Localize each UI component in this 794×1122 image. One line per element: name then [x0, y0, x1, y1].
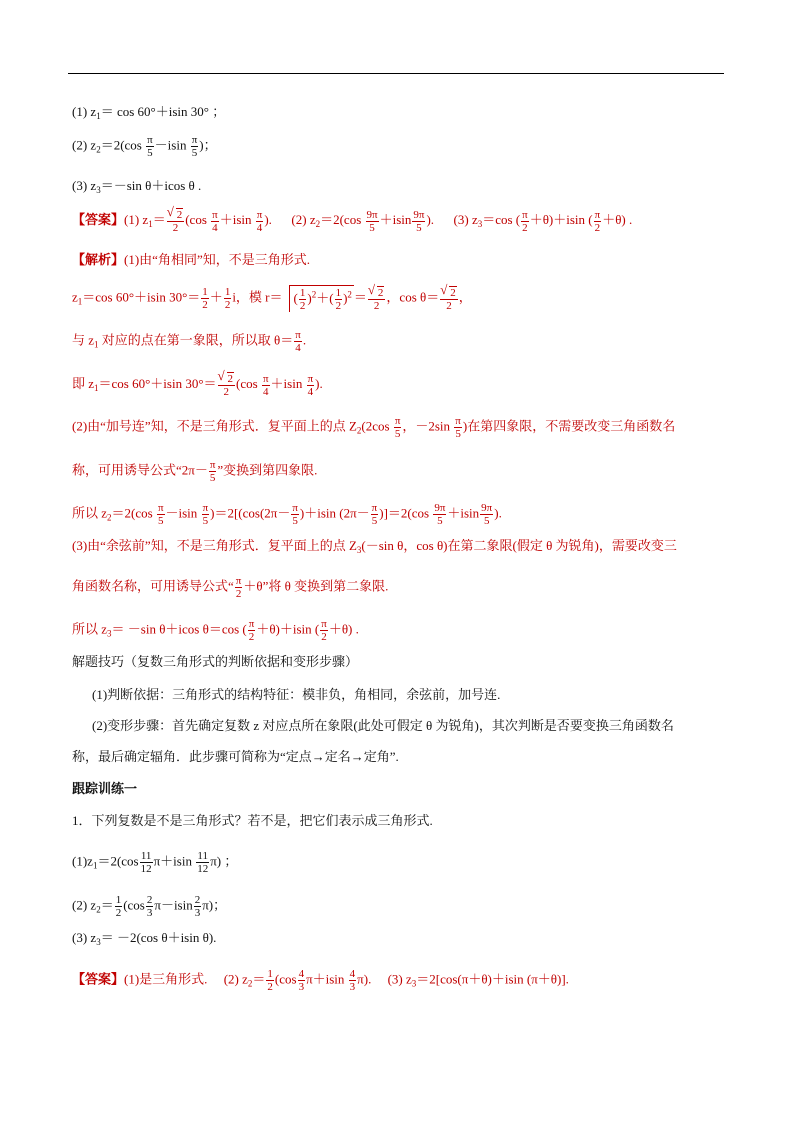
tips-point-1: (1)判断依据：三角形式的结构特征：模非负，角相同，余弦前，加号连.: [92, 687, 501, 702]
analysis-p8: (3)由“余弦前”知，不是三角形式．复平面上的点 $Z_3(-\sin$ θ，cos θ)在第二象限(假定 θ 为锐角)，需要改变三: [72, 538, 677, 555]
tips-point-3: 称，最后确定辐角．此步骤可简称为“定点→定名→定角”.: [72, 749, 399, 764]
analysis-p3: 与 $z_1$ 对应的点在第一象限，所以取 θ＝ $\frac{\pi}{4}$ .: [72, 329, 307, 354]
training-item-1: $(1)z_1=2(\cos$ $\frac{11}{12}$ π＋isin $\frac{11}{12}$ π) ；: [72, 850, 238, 875]
training-item-3: (3) $z_3= -2(\cos$ θ＋isin θ).: [72, 930, 217, 947]
question-1: (1) $z_1= \cos 60^\circ+isin$ 30° ；: [72, 104, 226, 121]
training-answer: 【答案】(1)是三角形式. (2) $z_2=$ $\frac{1}{2}$ (cos $\frac{4}{3}$ π＋isin $\frac{4}{3}$ π). (3) $z_3=2[\cos(\pi+\theta)+isin$ (π＋θ)].: [72, 968, 569, 993]
training-item-2: (2) $z_2=$ $\frac{1}{2}$ (cos $\frac{2}{3}$ π－isin $\frac{2}{3}$ π)；: [72, 894, 227, 919]
answer-line: 【答案】(1) $z_1=$ √ $\frac{2}{2}$ (cos $\frac{\pi}{4}$ ＋isin $\frac{\pi}{4}$ ). (2) $z_2=2(\cos$ $\frac{9\pi}{5}$ ＋isin $\frac{9\pi}{5}$ ). (3) $z_3=\cos$ ( $\frac{\pi}{2}$ ＋θ)＋isin ( $\frac{\pi}{2}$ ＋θ) .: [72, 208, 632, 234]
training-title: 跟踪训练一: [72, 781, 138, 796]
header-rule: [68, 73, 724, 74]
analysis-p9: 角函数名称，可用诱导公式“ $\frac{\pi}{2}$ ＋θ”将 θ 变换到第二象限.: [72, 575, 389, 600]
question-2: (2) $z_2=2(\cos$ $\frac{\pi}{5}$ －isin $\frac{\pi}{5}$ )；: [72, 134, 217, 159]
tips-point-2: (2)变形步骤：首先确定复数 z 对应点所在象限(此处可假定 θ 为锐角)，其次判断是否要变换三角函数名: [92, 718, 674, 733]
analysis-p7: 所以 $z_2=2(\cos$ $\frac{\pi}{5}$ －isin $\frac{\pi}{5}$ )＝2[(cos(2π－ $\frac{\pi}{5}$ )＋isin (2π－ $\frac{\pi}{5}$ )]＝2(cos $\frac{9\pi}{5}$ ＋isin $\frac{9\pi}{5}$ ).: [72, 502, 502, 527]
tips-title: 解题技巧（复数三角形式的判断依据和变形步骤）: [72, 654, 359, 669]
analysis-p2: $z_1=\cos$ 60°＋isin 30°＝ $\frac{1}{2}$ ＋ $\frac{1}{2}$ i，模 r＝ ( $\frac{1}{2}$ )$^2$＋( $\frac{1}{2}$ )$^2$ ＝ √ $\frac{2}{2}$ ，cos θ＝ √ $\frac{2}{2}$ ，: [72, 285, 472, 312]
analysis-p10: 所以 $z_3= -\sin$ θ＋icos θ＝cos ( $\frac{\pi}{2}$ ＋θ)＋isin ( $\frac{\pi}{2}$ ＋θ) .: [72, 618, 359, 643]
training-question: 1．下列复数是不是三角形式？若不是，把它们表示成三角形式.: [72, 813, 433, 828]
analysis-p6: 称，可用诱导公式“2π－ $\frac{\pi}{5}$ ”变换到第四象限.: [72, 459, 318, 484]
analysis-p4: 即 $z_1=\cos$ 60°＋isin 30°＝ √ $\frac{2}{2}$ (cos $\frac{\pi}{4}$ ＋isin $\frac{\pi}{4}$ ).: [72, 372, 323, 398]
analysis-p1: 【解析】(1)由“角相同”知，不是三角形式.: [72, 252, 310, 267]
question-3: (3) $z_3=-\sin$ θ＋icos θ .: [72, 178, 202, 195]
analysis-p5: (2)由“加号连”知，不是三角形式．复平面上的点 $Z_2(2\cos$ $\frac{\pi}{5}$ ，－2sin $\frac{\pi}{5}$ )在第四象限，不需要改变三角函数名: [72, 415, 676, 440]
